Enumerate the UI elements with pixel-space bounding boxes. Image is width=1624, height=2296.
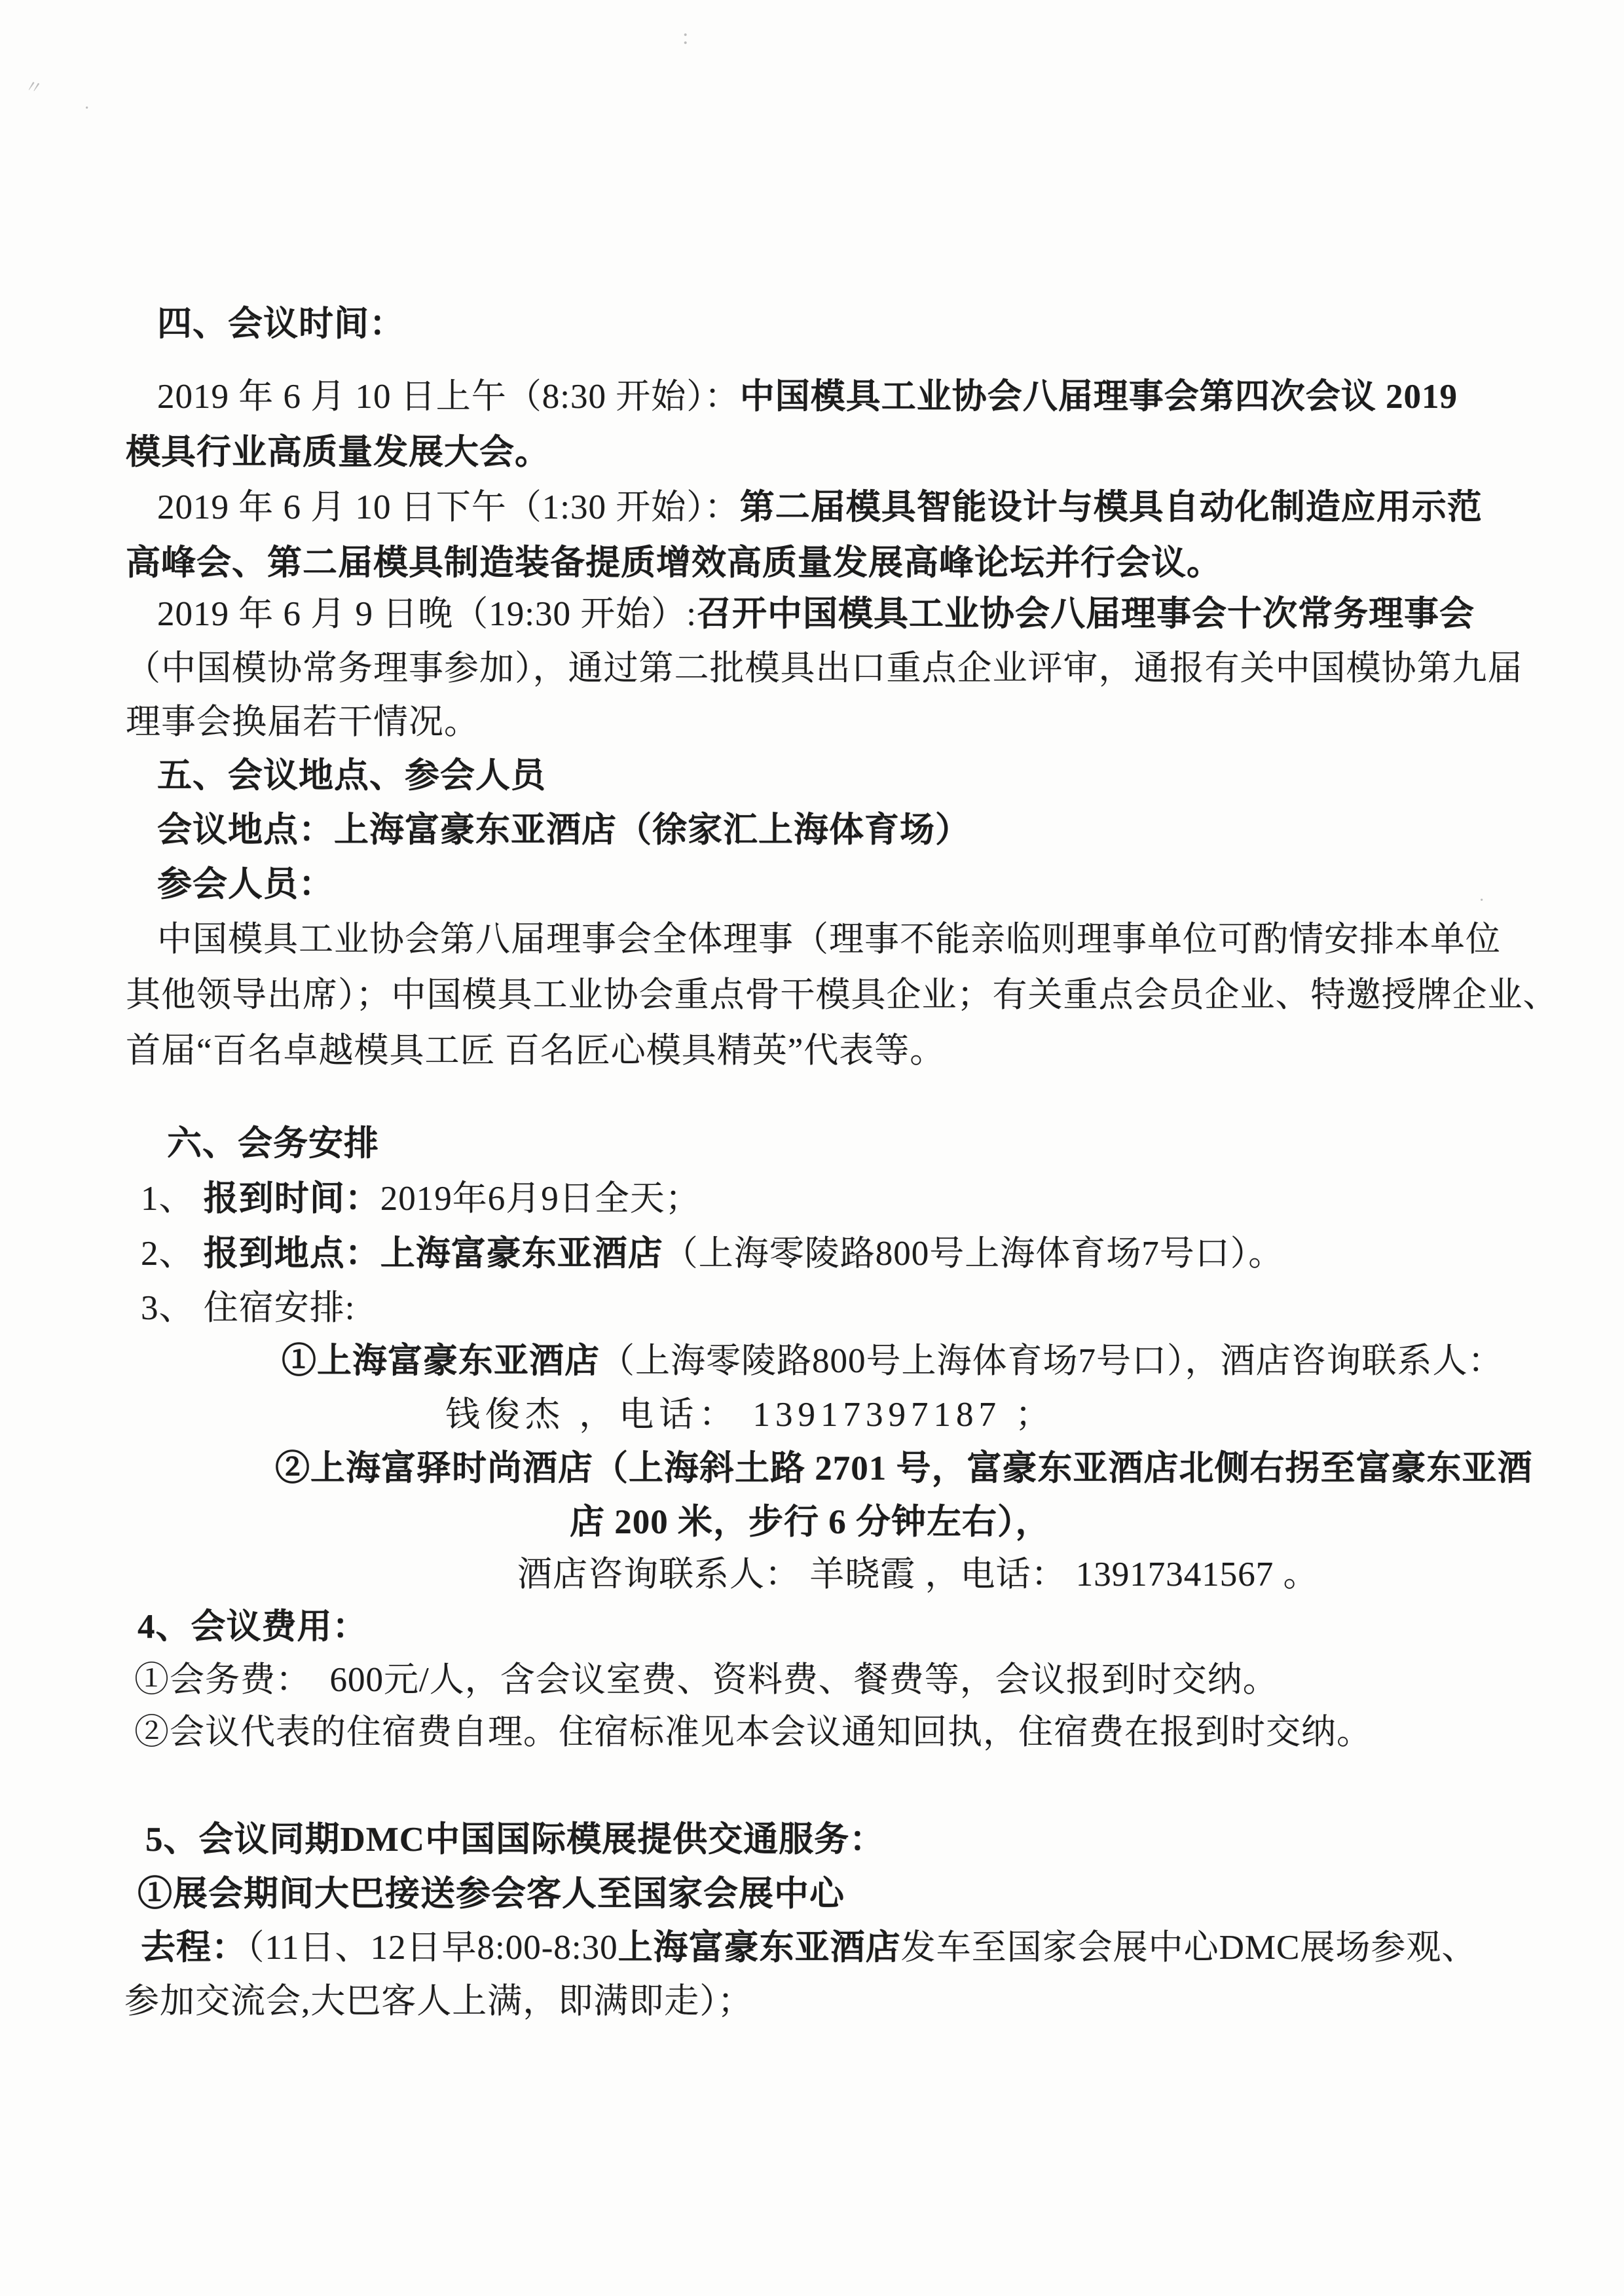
meeting1-title: 中国模具工业协会八届理事会第四次会议 2019 bbox=[739, 378, 1458, 416]
item1-label: 报到时间： bbox=[203, 1180, 380, 1218]
trip-destination: 发车至国家会展中心DMC展场参观、 bbox=[900, 1929, 1477, 1967]
attendees-label: 参会人员： bbox=[157, 866, 334, 903]
attendees-line3: 首届“百名卓越模具工匠 百名匠心模具精英”代表等。 bbox=[126, 1032, 946, 1070]
hotel2-contact: 酒店咨询联系人： 羊晓霞 ，电话： 13917341567 。 bbox=[517, 1556, 1319, 1594]
trip-hotel: 上海富豪东亚酒店 bbox=[618, 1929, 901, 1967]
item2-label: 报到地点：上海富豪东亚酒店 bbox=[203, 1235, 663, 1273]
fee-item1: ①会务费： 600元/人，含会议室费、资料费、餐费等，会议报到时交纳。 bbox=[134, 1661, 1278, 1699]
hotel2-line2: 店 200 米，步行 6 分钟左右）， bbox=[570, 1503, 1051, 1541]
meeting3-datetime: 2019 年 6 月 9 日晚（19:30 开始）: bbox=[157, 595, 697, 633]
hotel1-line bbox=[282, 1339, 1504, 1383]
transport-trip-line1 bbox=[141, 1926, 1477, 1969]
hotel1-name: ①上海富豪东亚酒店 bbox=[282, 1342, 600, 1380]
meeting2-datetime: 2019 年 6 月 10 日下午（1:30 开始）： bbox=[157, 488, 740, 526]
section4-paragraph3-line3: 理事会换届若干情况。 bbox=[126, 703, 479, 741]
section4-paragraph1-line2: 模具行业高质量发展大会。 bbox=[126, 433, 550, 471]
hotel1-contact: 钱俊杰 ，电话： 13917397187 ； bbox=[445, 1396, 1056, 1434]
section4-paragraph2-line2: 高峰会、第二届模具制造装备提质增效高质量发展高峰论坛并行会议。 bbox=[126, 544, 1222, 582]
fee-heading: 4、会议费用： bbox=[138, 1608, 368, 1646]
venue-line: 会议地点：上海富豪东亚酒店（徐家汇上海体育场） bbox=[157, 811, 970, 849]
fee-item2: ②会议代表的住宿费自理。住宿标准见本会议通知回执，住宿费在报到时交纳。 bbox=[134, 1713, 1372, 1751]
section4-heading: 四、会议时间： bbox=[157, 305, 405, 343]
scan-artifact: · bbox=[84, 98, 90, 118]
item2-number: 2、 bbox=[141, 1235, 204, 1273]
item1-number: 1、 bbox=[141, 1180, 204, 1218]
trip-time: （11日、12日早8:00-8:30 bbox=[247, 1929, 618, 1967]
scan-artifact: 〃 bbox=[22, 76, 45, 100]
transport-trip-line2: 参加交流会,大巴客人上满，即满即走）； bbox=[124, 1982, 753, 2020]
item2-value: （上海零陵路800号上海体育场7号口）。 bbox=[663, 1235, 1284, 1273]
hotel1-address: （上海零陵路800号上海体育场7号口），酒店咨询联系人： bbox=[600, 1342, 1504, 1380]
arrangement-item3: 3、 住宿安排: bbox=[141, 1289, 356, 1327]
section4-paragraph1-line1 bbox=[157, 375, 1458, 418]
attendees-line1: 中国模具工业协会第八届理事会全体理事（理事不能亲临则理事单位可酌情安排本单位 bbox=[157, 920, 1501, 958]
scan-artifact: · bbox=[1479, 890, 1485, 911]
transport-item1: ①展会期间大巴接送参会客人至国家会展中心 bbox=[138, 1875, 845, 1913]
arrangement-item1 bbox=[141, 1177, 701, 1220]
section4-paragraph3-line2: （中国模协常务理事参加），通过第二批模具出口重点企业评审，通报有关中国模协第九届 bbox=[126, 649, 1523, 687]
attendees-line2: 其他领导出席）；中国模具工业协会重点骨干模具企业；有关重点会员企业、特邀授牌企业、 bbox=[126, 976, 1559, 1014]
section4-paragraph3-line1 bbox=[157, 592, 1475, 636]
section4-paragraph2-line1 bbox=[157, 486, 1483, 529]
transport-heading: 5、会议同期DMC中国国际模展提供交通服务： bbox=[145, 1821, 885, 1859]
section6-heading: 六、会务安排 bbox=[167, 1125, 379, 1163]
meeting3-title: 召开中国模具工业协会八届理事会十次常务理事会 bbox=[696, 595, 1475, 633]
arrangement-item2 bbox=[141, 1232, 1283, 1275]
item1-value: 2019年6月9日全天； bbox=[380, 1180, 701, 1218]
section5-heading: 五、会议地点、参会人员 bbox=[157, 757, 546, 795]
meeting2-title: 第二届模具智能设计与模具自动化制造应用示范 bbox=[739, 488, 1483, 526]
trip-label: 去程： bbox=[141, 1929, 247, 1967]
meeting1-datetime: 2019 年 6 月 10 日上午（8:30 开始）： bbox=[157, 378, 740, 416]
hotel2-line1: ②上海富驿时尚酒店（上海斜土路 2701 号，富豪东亚酒店北侧右拐至富豪东亚酒 bbox=[275, 1449, 1533, 1487]
scan-artifact: : bbox=[682, 25, 689, 49]
